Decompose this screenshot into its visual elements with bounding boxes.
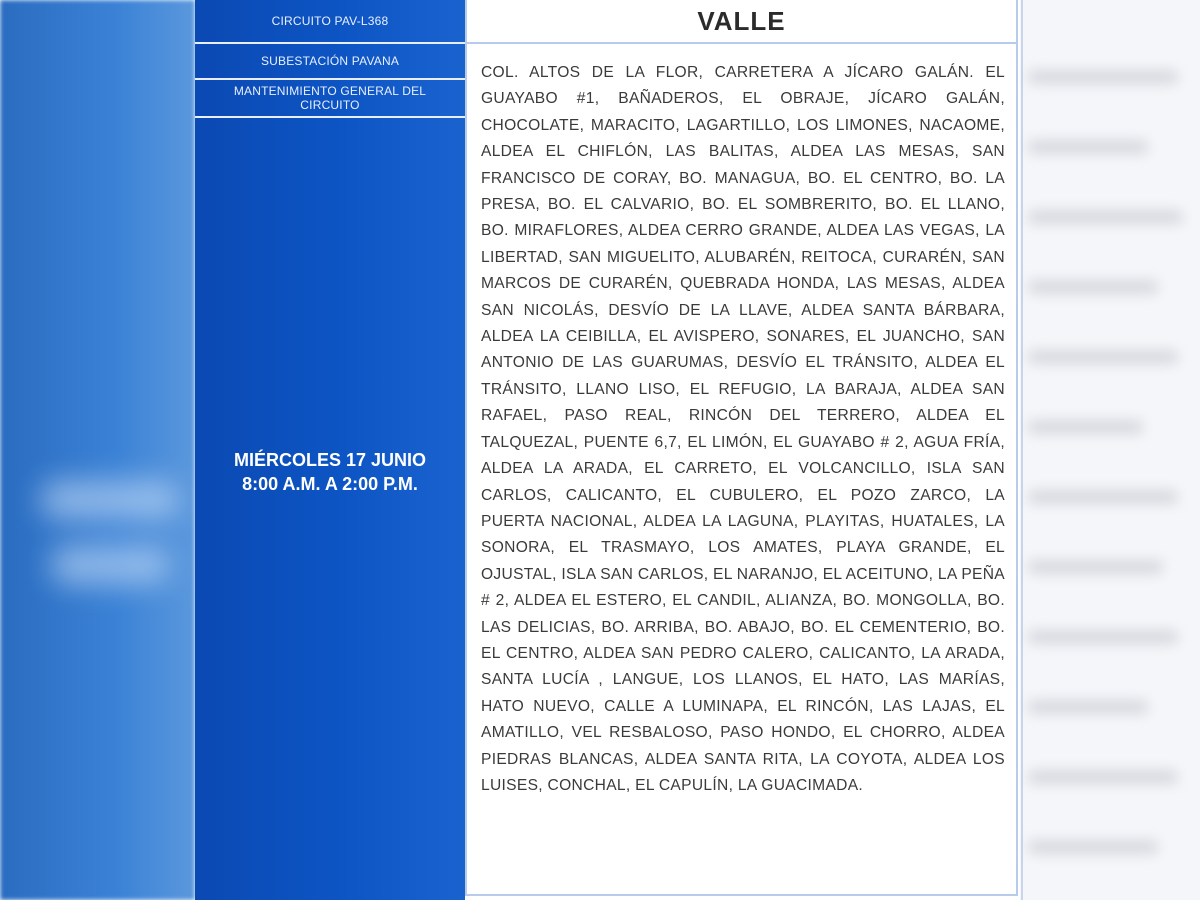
substation-label: SUBESTACIÓN PAVANA bbox=[260, 54, 400, 68]
schedule-date: MIÉRCOLES 17 JUNIO bbox=[233, 450, 427, 470]
blurred-shape bbox=[1028, 280, 1158, 294]
divider bbox=[195, 116, 465, 118]
blurred-shape bbox=[50, 545, 170, 585]
maintenance-label: MANTENIMIENTO GENERAL DEL CIRCUITO bbox=[233, 84, 427, 112]
blurred-shape bbox=[40, 480, 180, 520]
blurred-shape bbox=[1028, 770, 1178, 784]
schedule-block bbox=[195, 448, 465, 496]
schedule-column bbox=[195, 0, 465, 900]
blurred-shape bbox=[1028, 700, 1148, 714]
blurred-shape bbox=[1028, 840, 1158, 854]
blurred-shape bbox=[1028, 630, 1178, 644]
department-title: VALLE bbox=[697, 5, 786, 36]
affected-areas-panel bbox=[465, 0, 1018, 896]
divider bbox=[467, 42, 1016, 44]
blurred-background-right bbox=[1020, 0, 1200, 900]
blurred-shape bbox=[1028, 70, 1178, 84]
affected-areas-text: COL. ALTOS DE LA FLOR, CARRETERA A JÍCARO GALÁN. EL GUAYABO #1, BAÑADEROS, EL OBRAJE, JÍCARO GALÁN, CHOCOLATE, MARACITO, LAGARTILLO, LOS LIMONES, NACAOME, ALDEA EL CHIFLÓN, LAS BALITAS, ALDEA LAS MESAS, SAN FRANCISCO DE CORAY, BO. MANAGUA, BO. EL CENTRO, BO. LA PRESA, BO. EL CALVARIO, BO. EL SOMBRERITO, BO. EL LLANO, BO. MIRAFLORES, ALDEA CERRO GRANDE, ALDEA LAS VEGAS, LA LIBERTAD, SAN MIGUELITO, ALUBARÉN, REITOCA, CURARÉN, SAN MARCOS DE CURARÉN, QUEBRADA HONDA, LAS MESAS, ALDEA SAN NICOLÁS, DESVÍO DE LA LLAVE, ALDEA SANTA BÁRBARA, ALDEA LA CEIBILLA, EL AVISPERO, SONARES, EL JUANCHO, SAN ANTONIO DE LAS GUARUMAS, DESVÍO EL TRÁNSITO, ALDEA EL TRÁNSITO, LLANO LISO, EL REFUGIO, LA BARAJA, ALDEA SAN RAFAEL, PASO REAL, RINCÓN DEL TERRERO, ALDEA EL TALQUEZAL, PUENTE 6,7, EL LIMÓN, EL GUAYABO # 2, AGUA FRÍA, ALDEA LA ARADA, EL CARRETO, EL VOLCANCILLO, ISLA SAN CARLOS, CALICANTO, EL CUBULERO, EL POZO ZARCO, LA PUERTA NACIONAL, ALDEA LA LAGUNA, PLAYITAS, HUATALES, LA SONORA, EL TRASMAYO, LOS AMATES, PLAYA GRANDE, EL OJUSTAL, ISLA SAN CARLOS, EL NARANJO, EL ACEITUNO, LA PEÑA # 2, ALDEA EL ESTERO, EL CANDIL, ALIANZA, BO. MONGOLLA, BO. LAS DELICIAS, BO. ARRIBA, BO. ABAJO, BO. EL CEMENTERIO, BO. EL CENTRO, ALDEA SAN PEDRO CALERO, CALICANTO, LA ARADA, SANTA LUCÍA , LANGUE, LOS LLANOS, EL HATO, LAS MARÍAS, HATO NUEVO, CALLE A LUMINAPA, EL RINCÓN, LAS LAJAS, EL AMATILLO, VEL RESBALOSO, PASO HONDO, EL CHORRO, ALDEA PIEDRAS BLANCAS, ALDEA SANTA RITA, LA COYOTA, ALDEA LOS LUISES, CONCHAL, EL CAPULÍN, LA GUACIMADA. bbox=[481, 64, 1005, 794]
blurred-shape bbox=[1028, 350, 1178, 364]
blurred-background-left bbox=[0, 0, 195, 900]
blurred-shape bbox=[1028, 420, 1143, 434]
blurred-shape bbox=[1028, 490, 1178, 504]
blurred-shape bbox=[1028, 140, 1148, 154]
circuit-label: CIRCUITO PAV-L368 bbox=[271, 14, 389, 28]
divider bbox=[1021, 0, 1023, 900]
schedule-time: 8:00 A.M. A 2:00 P.M. bbox=[242, 474, 418, 494]
blurred-shape bbox=[1028, 560, 1163, 574]
blurred-shape bbox=[1028, 210, 1183, 224]
